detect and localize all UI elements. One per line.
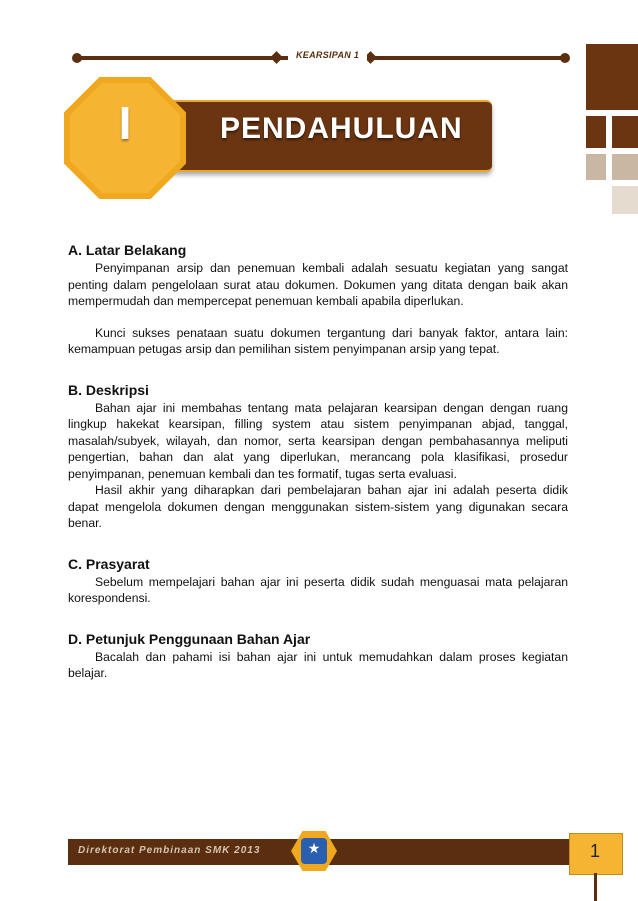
paragraph: Bacalah dan pahami isi bahan ajar ini untuk memudahkan dalam proses kegiatan belajar.: [68, 649, 568, 680]
chapter-title: PENDAHULUAN: [220, 112, 463, 145]
paragraph: Penyimpanan arsip dan penemuan kembali adalah sesuatu kegiatan yang sangat penting dalam pengelolaan surat atau dokumen. Dokumen yang ditata dengan baik akan mempermudah dan mempercepat penemuan kembali apabila diperlukan.: [68, 261, 568, 308]
header-rule-dot-right: [560, 53, 570, 63]
paragraph: Sebelum mempelajari bahan ajar ini peserta didik sudah menguasai mata pelajaran korespondensi.: [68, 574, 568, 605]
runner-icon: ★: [307, 840, 321, 856]
header-label: KEARSIPAN 1: [288, 50, 367, 60]
section-petunjuk: [68, 629, 568, 682]
side-block: [612, 154, 638, 180]
section-heading: B. Deskripsi: [68, 381, 149, 398]
side-block: [612, 116, 638, 148]
section-prasyarat: [68, 554, 568, 607]
header-rule-dot-left: [72, 53, 82, 63]
paragraph: Bahan ajar ini membahas tentang mata pelajaran kearsipan dengan dengan ruang lingkup hakekat kearsipan, filling system atau sistem penyimpanan abjad, tanggal, masalah/subyek, wilayah, dan nomor, serta kearsipan dengan pembahasannya meliputi pengertian, bahan dan alat yang diperlukan, merancang pola klasifikasi, prosedur penyimpanan, penemuan kembali dan tes formatif, tugas serta evaluasi.: [68, 400, 568, 481]
section-heading: A. Latar Belakang: [68, 242, 187, 258]
side-block: [586, 44, 638, 110]
section-heading: C. Prasyarat: [68, 555, 150, 572]
header-diamond-left: [270, 51, 283, 64]
side-block: [586, 116, 606, 148]
section-deskripsi: [68, 380, 568, 532]
side-block: [612, 186, 638, 214]
page-number: 1: [589, 841, 600, 861]
page-number-stem: [594, 873, 597, 901]
paragraph: Kunci sukses penataan suatu dokumen tergantung dari banyak faktor, antara lain: kemampuan petugas arsip dan pemilihan sistem penyimpanan arsip yang tepat.: [68, 325, 568, 356]
footer-publisher: Direktorat Pembinaan SMK 2013: [78, 845, 261, 856]
side-block: [586, 154, 606, 180]
section-latar-belakang: [68, 240, 568, 358]
paragraph: Hasil akhir yang diharapkan dari pembelajaran bahan ajar ini adalah peserta didik dapat mengelola dokumen dengan menggunakan sistem-sistem yang digunakan secara benar.: [68, 483, 568, 530]
chapter-number: I: [118, 97, 132, 149]
section-heading: D. Petunjuk Penggunaan Bahan Ajar: [68, 630, 311, 647]
content: [68, 240, 568, 682]
